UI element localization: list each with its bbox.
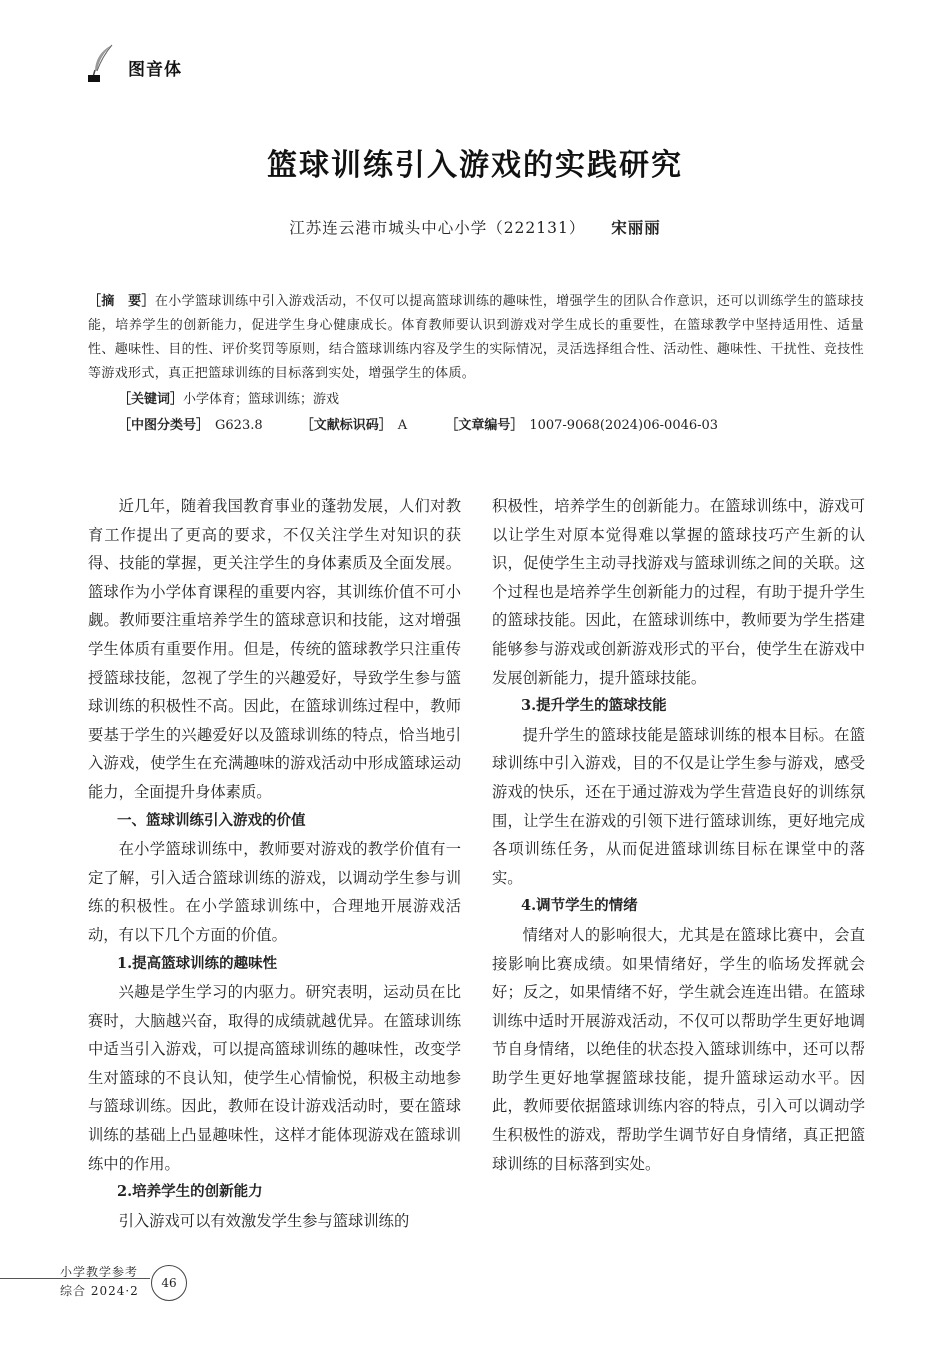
journal-issue: 综合 2024·2 (60, 1284, 139, 1298)
article-no-label: ［文章编号］ (445, 418, 524, 433)
subheading-skills: 3.提升学生的篮球技能 (521, 697, 667, 715)
journal-name: 小学教学参考 (60, 1265, 139, 1279)
abstract-paragraph (88, 290, 864, 386)
emotion-paragraph: 情绪对人的影响很大，尤其是在篮球比赛中，会直接影响比赛成绩。如果情绪好，学生的临场发挥就会好；反之，如果情绪不好，学生就会连连出错。在篮球训练中适时开展游戏活动，不仅可以帮助学生更好地调节自身情绪，以绝佳的状态投入篮球训练中，还可以帮助学生更好地掌握篮球技能，提升篮球运动水平。因此，教师要依据篮球训练内容的特点，引入可以调动学生积极性的游戏，帮助学生调节好自身情绪，真正把篮球训练的目标落到实处。 (492, 925, 865, 1173)
doc-code-label: ［文献标识码］ (300, 418, 392, 433)
doc-code-value: A (397, 418, 408, 433)
creativity-paragraph-end: 积极性，培养学生的创新能力。在篮球训练中，游戏可以让学生对原本觉得难以掌握的篮球技巧产生新的认识，促使学生主动寻找游戏与篮球训练之间的关联。这个过程也是培养学生创新能力的过程，有助于提升学生的篮球技能。因此，在篮球训练中，教师要为学生搭建能够参与游戏或创新游戏形式的平台，使学生在游戏中发展创新能力，提升篮球技能。 (492, 497, 865, 687)
clc-value: G623.8 (215, 418, 263, 433)
author-line (0, 216, 950, 238)
intro-paragraph: 近几年，随着我国教育事业的蓬勃发展，人们对教育工作提出了更高的要求，不仅关注学生对知识的获得、技能的掌握，更关注学生的身体素质及全面发展。篮球作为小学体育课程的重要内容，其训练价值不可小觑。教师要注重培养学生的篮球意识和技能，这对增强学生体质有重要作用。但是，传统的篮球教学只注重传授篮球技能，忽视了学生的兴趣爱好，导致学生参与篮球训练的积极性不高。因此，在篮球训练过程中，教师要基于学生的兴趣爱好以及篮球训练的特点，恰当地引入游戏，使学生在充满趣味的游戏活动中形成篮球运动能力，全面提升身体素质。 (88, 497, 461, 801)
keywords-line (118, 388, 864, 412)
clc-label: ［中图分类号］ (118, 418, 210, 433)
page-footer (0, 1262, 200, 1312)
abstract-block (88, 290, 864, 438)
page-number: 46 (151, 1265, 187, 1301)
value-paragraph: 在小学篮球训练中，教师要对游戏的教学价值有一定了解，引入适合篮球训练的游戏，以调动学生参与训练的积极性。在小学篮球训练中，合理地开展游戏活动，有以下几个方面的价值。 (88, 840, 461, 944)
creativity-paragraph-start: 引入游戏可以有效激发学生参与篮球训练的 (118, 1211, 410, 1230)
author-affiliation: 江苏连云港市城头中心小学（222131） (289, 219, 586, 237)
subheading-interest: 1.提高篮球训练的趣味性 (117, 954, 278, 972)
quill-icon (88, 44, 114, 82)
author-name: 宋丽丽 (611, 219, 661, 237)
subheading-creativity: 2.培养学生的创新能力 (117, 1183, 263, 1201)
skills-paragraph: 提升学生的篮球技能是篮球训练的根本目标。在篮球训练中引入游戏，目的不仅是让学生参与游戏，感受游戏的快乐，还在于通过游戏为学生营造良好的训练氛围，让学生在游戏的引领下进行篮球训练，更好地完成各项训练任务，从而促进篮球训练目标在课堂中的落实。 (492, 725, 865, 887)
subheading-emotion: 4.调节学生的情绪 (521, 897, 638, 915)
abstract-text: 在小学篮球训练中引入游戏活动，不仅可以提高篮球训练的趣味性，增强学生的团队合作意识，还可以训练学生的篮球技能，培养学生的创新能力，促进学生身心健康成长。体育教师要认识到游戏对学生成长的重要性，在篮球教学中坚持适用性、适量性、趣味性、目的性、评价奖罚等原则，结合篮球训练内容及学生的实际情况，灵活选择组合性、活动性、趣味性、干扰性、竞技性等游戏形式，真正把篮球训练的目标落到实处，增强学生的体质。 (88, 294, 864, 381)
body-column-left (88, 492, 461, 1235)
classification-line (118, 414, 864, 438)
abstract-label: ［摘 要］ (88, 294, 155, 309)
section-name: 图音体 (128, 60, 182, 80)
keywords-text: 小学体育；篮球训练；游戏 (183, 392, 340, 407)
section-header (88, 44, 182, 82)
interest-paragraph: 兴趣是学生学习的内驱力。研究表明，运动员在比赛时，大脑越兴奋，取得的成绩就越优异。在篮球训练中适当引入游戏，可以提高篮球训练的趣味性，改变学生对篮球的不良认知，使学生心情愉悦，积极主动地参与篮球训练。因此，教师在设计游戏活动时，要在篮球训练的基础上凸显趣味性，这样才能体现游戏在篮球训练中的作用。 (88, 983, 461, 1173)
keywords-label: ［关键词］ (118, 392, 184, 407)
section-heading-value: 一、篮球训练引入游戏的价值 (117, 812, 306, 829)
body-column-right (492, 492, 865, 1178)
article-no-value: 1007-9068(2024)06-0046-03 (529, 418, 719, 433)
article-title: 篮球训练引入游戏的实践研究 (267, 148, 683, 183)
